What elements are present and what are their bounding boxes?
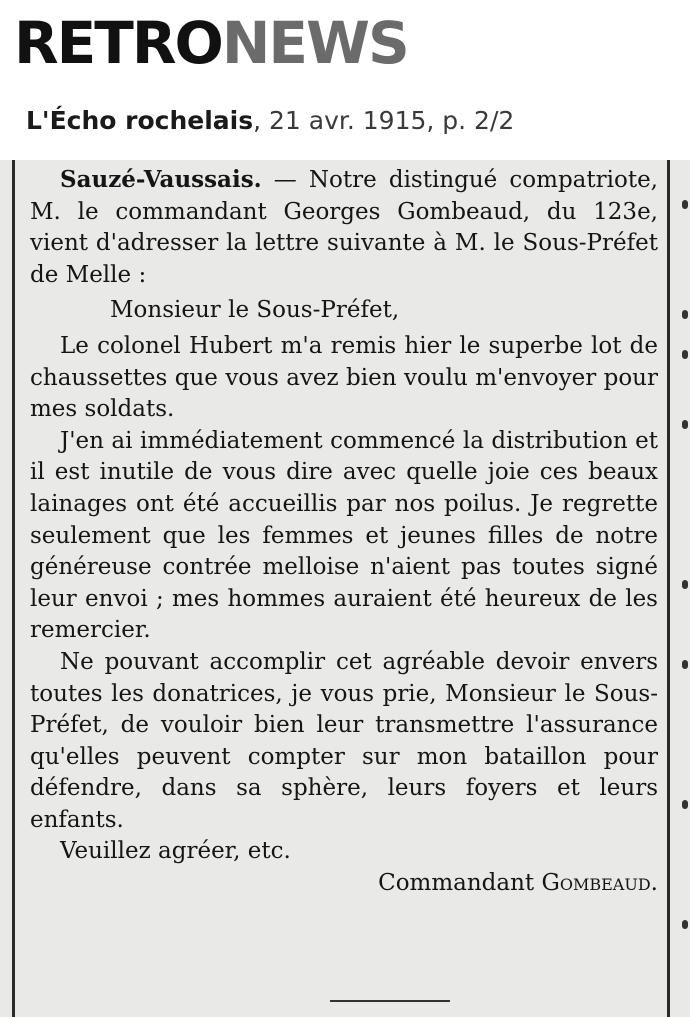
publication-title: L'Écho rochelais — [26, 106, 254, 135]
dateline: Sauzé-Vaussais. — [60, 166, 262, 193]
source-citation — [26, 106, 514, 135]
publication-date-page: , 21 avr. 1915, p. 2/2 — [253, 106, 515, 135]
signature-name: Gombeaud. — [541, 870, 658, 897]
letter-paragraph: Ne pouvant accomplir cet agréable devoir envers toutes les donatrices, je vous prie, Monsieur le Sous-Préfet, de vouloir bien leur transmettre l'assurance qu'elles peuvent compter sur mon bataillon pour défendre, dans sa sphère, leurs foyers et leurs enfants. — [30, 648, 658, 833]
retronews-logo[interactable] — [14, 9, 408, 77]
article-body — [30, 164, 658, 900]
intro-text: — Notre distingué compatriote, M. le commandant Georges Gombeaud, du 123e, vient d'adresser la lettre suivante à M. le Sous-Préfet de Melle : — [30, 167, 658, 288]
adjacent-column-edge — [680, 160, 690, 1017]
header — [0, 0, 690, 160]
letter-closing: Veuillez agréer, etc. — [60, 838, 291, 865]
newspaper-clipping — [0, 160, 690, 1017]
column-rule-right — [667, 160, 670, 1017]
letter-signature — [30, 868, 658, 900]
signature-title: Commandant — [378, 870, 542, 897]
letter-salutation: Monsieur le Sous-Préfet, — [110, 297, 400, 324]
logo-retro: RETRO — [14, 9, 222, 77]
logo-news: NEWS — [221, 9, 408, 77]
article-intro — [30, 164, 658, 291]
column-rule-left — [12, 160, 15, 1017]
letter-paragraph: J'en ai immédiatement commencé la distribution et il est inutile de vous dire avec quelle joie ces beaux lainages ont été accueillis par nos poilus. Je regrette seulement que les femmes et jeunes filles de notre généreuse contrée melloise n'aient pas toutes signé leur envoi ; mes hommes auraient été heureux de les remercier. — [30, 427, 658, 644]
article-end-rule — [330, 1000, 450, 1002]
letter-paragraph: Le colonel Hubert m'a remis hier le superbe lot de chaussettes que vous avez bien voulu m'envoyer pour mes soldats. — [30, 332, 658, 423]
